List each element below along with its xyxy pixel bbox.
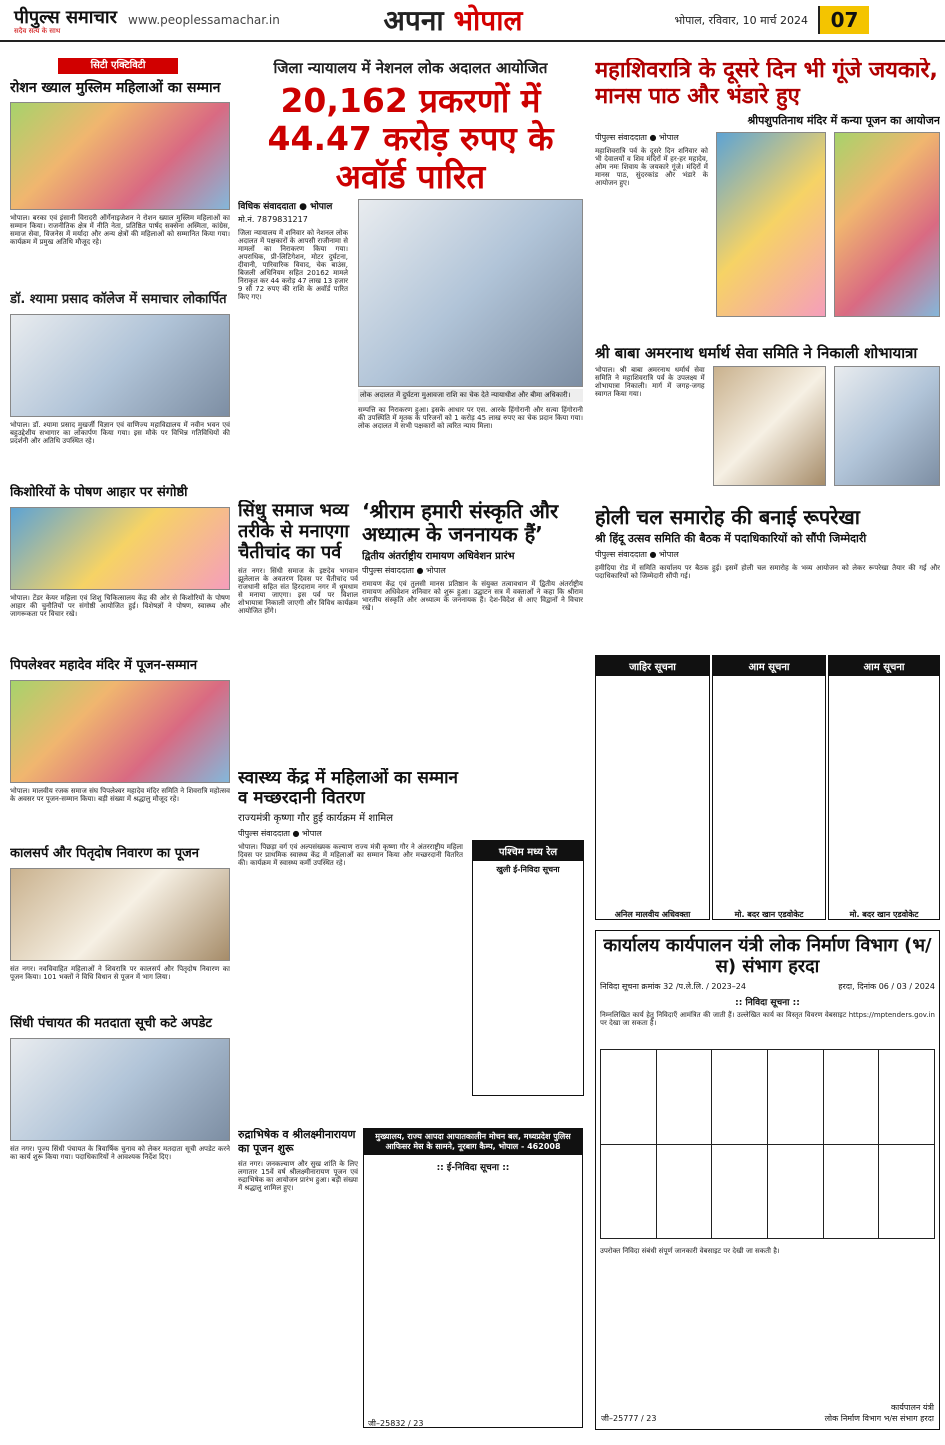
ramayan-text: रामायण केंद्र एवं तुलसी मानस प्रतिष्ठान के संयुक्त तत्वावधान में द्वितीय अंतर्राष्ट्रीय रामायण अधिवेशन शनिवार को शुरू हुआ। उद्घाटन सत्र में वक्ताओं ने कहा कि श्रीराम भारतीय संस्कृति और अध्यात्म के जननायक हैं। देश-विदेश से आए विद्वानों ने विचार रखे। <box>362 580 583 612</box>
tender-table <box>600 1049 935 1239</box>
left-story-5-title: कालसर्प और पितृदोष निवारण का पूजन <box>10 846 200 861</box>
health-byline: पीपुल्स संवाददाता ● भोपाल <box>238 829 322 838</box>
notice-3 <box>828 655 940 925</box>
left-column <box>10 58 230 1435</box>
left-story-4-photo <box>10 680 230 783</box>
tender-ref: जी–25777 / 23 <box>601 1414 657 1423</box>
notice-3-title: आम सूचना <box>829 656 939 676</box>
police-ad <box>363 1128 583 1434</box>
left-story-5-photo <box>10 868 230 961</box>
newspaper-brand: पीपुल्स समाचार सदैव सत्य के साथ <box>14 6 117 35</box>
amarnath-photo-2 <box>834 366 940 486</box>
left-story-2-photo <box>10 314 230 417</box>
left-story-1-title: रोशन ख्याल मुस्लिम महिलाओं का सम्मान <box>10 80 221 96</box>
left-story-3-photo <box>10 507 230 590</box>
amarnath-photo-1 <box>713 366 827 486</box>
lead-photo-caption: लोक अदालत में दुर्घटना मुआवजा राशि का चेक देते न्यायाधीश और बीमा अधिकारी। <box>358 389 583 402</box>
left-story-4-title: पिपलेश्वर महादेव मंदिर में पूजन-सम्मान <box>10 658 198 673</box>
tender-date: हरदा, दिनांक 06 / 03 / 2024 <box>838 982 935 991</box>
rudra-text: संत नगर। जनकल्याण और सुख शांति के लिए लगातार 15वें वर्ष श्रीलक्ष्मीनारायण पूजन एवं रुद्राभिषेक का आयोजन प्रारंभ हुआ। बड़ी संख्या में श्रद्धालु शामिल हुए। <box>238 1160 358 1192</box>
ramayan-title: ‘श्रीराम हमारी संस्कृति और अध्यात्म के जननायक हैं’ <box>362 500 559 546</box>
dateline: भोपाल, रविवार, 10 मार्च 2024 <box>674 13 808 27</box>
holi-story <box>595 505 940 655</box>
page-number: 07 <box>818 6 869 34</box>
right-top-story <box>595 58 940 358</box>
sindhi-title: सिंधु समाज भव्य तरीके से मनाएगा चैतीचांद का पर्व <box>238 500 349 563</box>
notice-2 <box>712 655 826 925</box>
amarnath-title: श्री बाबा अमरनाथ धर्मार्थ सेवा समिति ने निकाली शोभायात्रा <box>595 344 918 362</box>
left-story-2-title: डॉ. श्यामा प्रसाद कॉलेज में समाचार लोकार्पित <box>10 292 227 307</box>
rail-ad-title: पश्चिम मध्य रेल <box>473 841 583 861</box>
health-title: स्वास्थ्य केंद्र में महिलाओं का सम्मान व मच्छरदानी वितरण <box>238 768 458 808</box>
left-story-3-text: भोपाल। टेंडर केयर महिला एवं शिशु चिकित्सालय केंद्र की ओर से किशोरियों के पोषण आहार की चुनौतियों पर संगोष्ठी आयोजित हुई। विशेषज्ञों ने पोषण, स्वास्थ्य और जागरूकता पर विचार रखे। <box>10 594 230 618</box>
rail-ad <box>472 840 584 1110</box>
sindhi-text: संत नगर। सिंधी समाज के इष्टदेव भगवान झूलेलाल के अवतरण दिवस पर चैतीचांद पर्व राजधानी सहित संत हिरदाराम नगर में धूमधाम से मनाया जाएगा। इस पर्व पर विशाल शोभायात्रा निकाली जाएगी और विविध कार्यक्रम आयोजित होंगे। <box>238 567 358 615</box>
police-ad-ref: जी–25832 / 23 <box>368 1419 424 1428</box>
notice-3-advocate: मो. बदर खान एडवोकेट <box>849 910 919 919</box>
notice-2-title: आम सूचना <box>713 656 825 676</box>
left-story-5-text: संत नगर। नवविवाहित महिलाओं ने शिवरात्रि पर कालसर्प और पितृदोष निवारण का पूजन किया। 101 भक्तों ने विधि विधान से पूजन में भाग लिया। <box>10 965 230 981</box>
right-top-title: महाशिवरात्रि के दूसरे दिन भी गूंजे जयकारे, मानस पाठ और भंडारे हुए <box>595 58 938 109</box>
right-top-photo-1 <box>716 132 826 317</box>
holi-byline: पीपुल्स संवाददाता ● भोपाल <box>595 550 679 559</box>
notice-1-advocate: अनिल मालवीय अधिवक्ता <box>614 910 691 919</box>
notice-1-title: जाहिर सूचना <box>596 656 709 676</box>
tender-sign: कार्यपालन यंत्री <box>890 1403 934 1412</box>
right-top-text: महाशिवरात्रि पर्व के दूसरे दिन शनिवार को भी देवालयों व शिव मंदिरों में हर-हर महादेव, ओम नमः शिवाय के जयकारे गूंजे। मंदिरों में मानस पाठ, सुंदरकांड और भंडारे के आयोजन हुए। <box>595 147 708 187</box>
notice-2-advocate: मो. बदर खान एडवोकेट <box>734 910 804 919</box>
ramayan-story <box>362 500 583 762</box>
holi-text: हमीदिया रोड में समिति कार्यालय पर बैठक हुई। इसमें होली चल समारोह के भव्य आयोजन को लेकर रूपरेखा तैयार की गई और पदाधिकारियों को जिम्मेदारी सौंपी गई। <box>595 564 940 580</box>
left-story-6-text: संत नगर। पूज्य सिंधी पंचायत के त्रिवार्षिक चुनाव को लेकर मतदाता सूची अपडेट करने का कार्य शुरू किया गया। पदाधिकारियों ने आवश्यक निर्देश दिए। <box>10 1145 230 1161</box>
ramayan-byline: पीपुल्स संवाददाता ● भोपाल <box>362 566 446 575</box>
tender-ad <box>595 930 940 1430</box>
left-story-4-text: भोपाल। मालवीय रजक समाज संघ पिपलेश्वर महादेव मंदिर समिति ने शिवरात्रि महोत्सव के अवसर पर पूजन-सम्मान किया। बड़ी संख्या में श्रद्धालु मौजूद रहे। <box>10 787 230 803</box>
rail-ad-subtitle: खुली ई-निविदा सूचना <box>496 865 560 874</box>
right-top-byline: पीपुल्स संवाददाता ● भोपाल <box>595 133 679 142</box>
health-story <box>238 768 463 1128</box>
lead-text-1: जिला न्यायालय में शनिवार को नेशनल लोक अदालत में पक्षकारों के आपसी राजीनामा से मामलों का निराकरण किया गया। अपराधिक, प्री-लिटिगेशन, मोटर दुर्घटना, दीवानी, पारिवारिक विवाद, चेक बाउंस, बिजली अधिनियम सहित 20162 मामले निराकृत कर 44 करोड़ 47 लाख 13 हजार 9 सौ 72 रुपए की राशि के अवॉर्ड पारित किए गए। <box>238 229 348 301</box>
right-top-photo-2 <box>834 132 940 317</box>
tender-title: कार्यालय कार्यपालन यंत्री लोक निर्माण विभाग (भ/स) संभाग हरदा <box>603 935 932 977</box>
rudra-story <box>238 1128 358 1434</box>
police-ad-subtitle: :: ई-निविदा सूचना :: <box>436 1163 510 1173</box>
amarnath-text: भोपाल। श्री बाबा अमरनाथ धर्मार्थ सेवा समिति ने महाशिवरात्रि पर्व के उपलक्ष्य में शोभायात्रा निकाली। मार्ग में जगह-जगह स्वागत किया गया। <box>595 366 705 398</box>
left-story-2-text: भोपाल। डॉ. श्यामा प्रसाद मुखर्जी विज्ञान एवं वाणिज्य महाविद्यालय में नवीन भवन एवं बहुउद्देशीय सभागार का लोकार्पण किया गया। इस मौके पर विभिन्न गतिविधियों की प्रदर्शनी और अतिथि उपस्थित रहे। <box>10 421 230 445</box>
masthead <box>0 0 945 42</box>
lead-kicker: जिला न्यायालय में नेशनल लोक अदालत आयोजित <box>273 59 548 77</box>
left-story-3-title: किशोरियों के पोषण आहार पर संगोष्ठी <box>10 485 188 500</box>
ramayan-subtitle: द्वितीय अंतर्राष्ट्रीय रामायण अधिवेशन प्रारंभ <box>362 551 515 562</box>
tender-text: निम्नलिखित कार्य हेतु निविदाएँ आमंत्रित की जाती हैं। उल्लेखित कार्य का विस्तृत विवरण वेबसाइट https://mptenders.gov.in पर देखा जा सकता है। <box>600 1011 935 1027</box>
holi-subtitle: श्री हिंदू उत्सव समिति की बैठक में पदाधिकारियों को सौंपी जिम्मेदारी <box>595 532 867 545</box>
police-ad-title: मुख्यालय, राज्य आपदा आपातकालीन मोचन बल, मध्यप्रदेश पुलिस आफिसर मेस के सामने, नूरबाग कैम्प, भोपाल - 462008 <box>364 1129 582 1155</box>
health-text: भोपाल। पिछड़ा वर्ग एवं अल्पसंख्यक कल्याण राज्य मंत्री कृष्णा गौर ने अंतरराष्ट्रीय महिला दिवस पर प्राथमिक स्वास्थ्य केंद्र में महिलाओं का सम्मान किया और मच्छरदानी वितरित की। कार्यक्रम में स्वास्थ्य कर्मी उपस्थित रहे। <box>238 843 463 867</box>
left-story-6-title: सिंधी पंचायत की मतदाता सूची कटे अपडेट <box>10 1016 212 1031</box>
tender-footer: उपरोक्त निविदा संबंधी संपूर्ण जानकारी वेबसाइट पर देखी जा सकती है। <box>600 1247 780 1255</box>
tender-notice-label: :: निविदा सूचना :: <box>735 998 800 1008</box>
lead-byline: विधिक संवाददाता ● भोपाल <box>238 202 333 212</box>
website-url[interactable]: www.peoplessamachar.in <box>128 13 280 27</box>
lead-headline: 20,162 प्रकरणों में 44.47 करोड़ रुपए के अवॉर्ड पारित <box>267 81 554 196</box>
lead-photo <box>358 199 583 387</box>
left-story-1-photo <box>10 102 230 210</box>
health-subtitle: राज्यमंत्री कृष्णा गौर हुई कार्यक्रम में शामिल <box>238 813 394 824</box>
city-activity-label: सिटी एक्टिविटी <box>58 58 178 74</box>
notice-1 <box>595 655 710 925</box>
left-story-1-text: भोपाल। बरका एवं इंसानी विरादरी ऑर्गेनाइजेशन ने रोशन ख्याल मुस्लिम महिलाओं का सम्मान किया। राजनीतिक क्षेत्र में नीति नेता, प्रतिष्ठित पार्षद सक्सेना अस्मिता, कांग्रेस, समाज सेवा, विजनेस में मर्यादा और अन्य क्षेत्रों की महिलाओं को सम्मानित किया गया। कार्यक्रम में प्रमुख अतिथि मौजूद रहे। <box>10 214 230 246</box>
amarnath-story <box>595 344 940 504</box>
lead-mobile: मो.नं. 7879831217 <box>238 215 308 224</box>
right-top-subtitle: श्रीपशुपतिनाथ मंदिर में कन्या पूजन का आयोजन <box>747 114 940 127</box>
holi-title: होली चल समारोह की बनाई रूपरेखा <box>595 505 860 529</box>
lead-story <box>238 58 583 558</box>
left-story-6-photo <box>10 1038 230 1141</box>
lead-text-2: सम्पत्ति का निराकरण हुआ। इसके आधार पर एस. आरके हिंगोरानी और सत्या हिंगोरानी की उपस्थिति में मृतक के परिजनों को 1 करोड़ 45 लाख रुपए का चेक प्रदान किया गया। लोक अदालत में सभी पक्षकारों को त्वरित न्याय मिला। <box>358 406 583 430</box>
tender-number: निविदा सूचना क्रमांक 32 /प.ले.लि. / 2023–24 <box>600 982 746 991</box>
tender-sign-office: लोक निर्माण विभाग भ/स संभाग हरदा <box>824 1414 934 1423</box>
section-title: अपना भोपाल <box>383 4 523 37</box>
sindhi-story <box>238 500 358 762</box>
rudra-title: रुद्राभिषेक व श्रीलक्ष्मीनारायण का पूजन शुरू <box>238 1128 356 1155</box>
